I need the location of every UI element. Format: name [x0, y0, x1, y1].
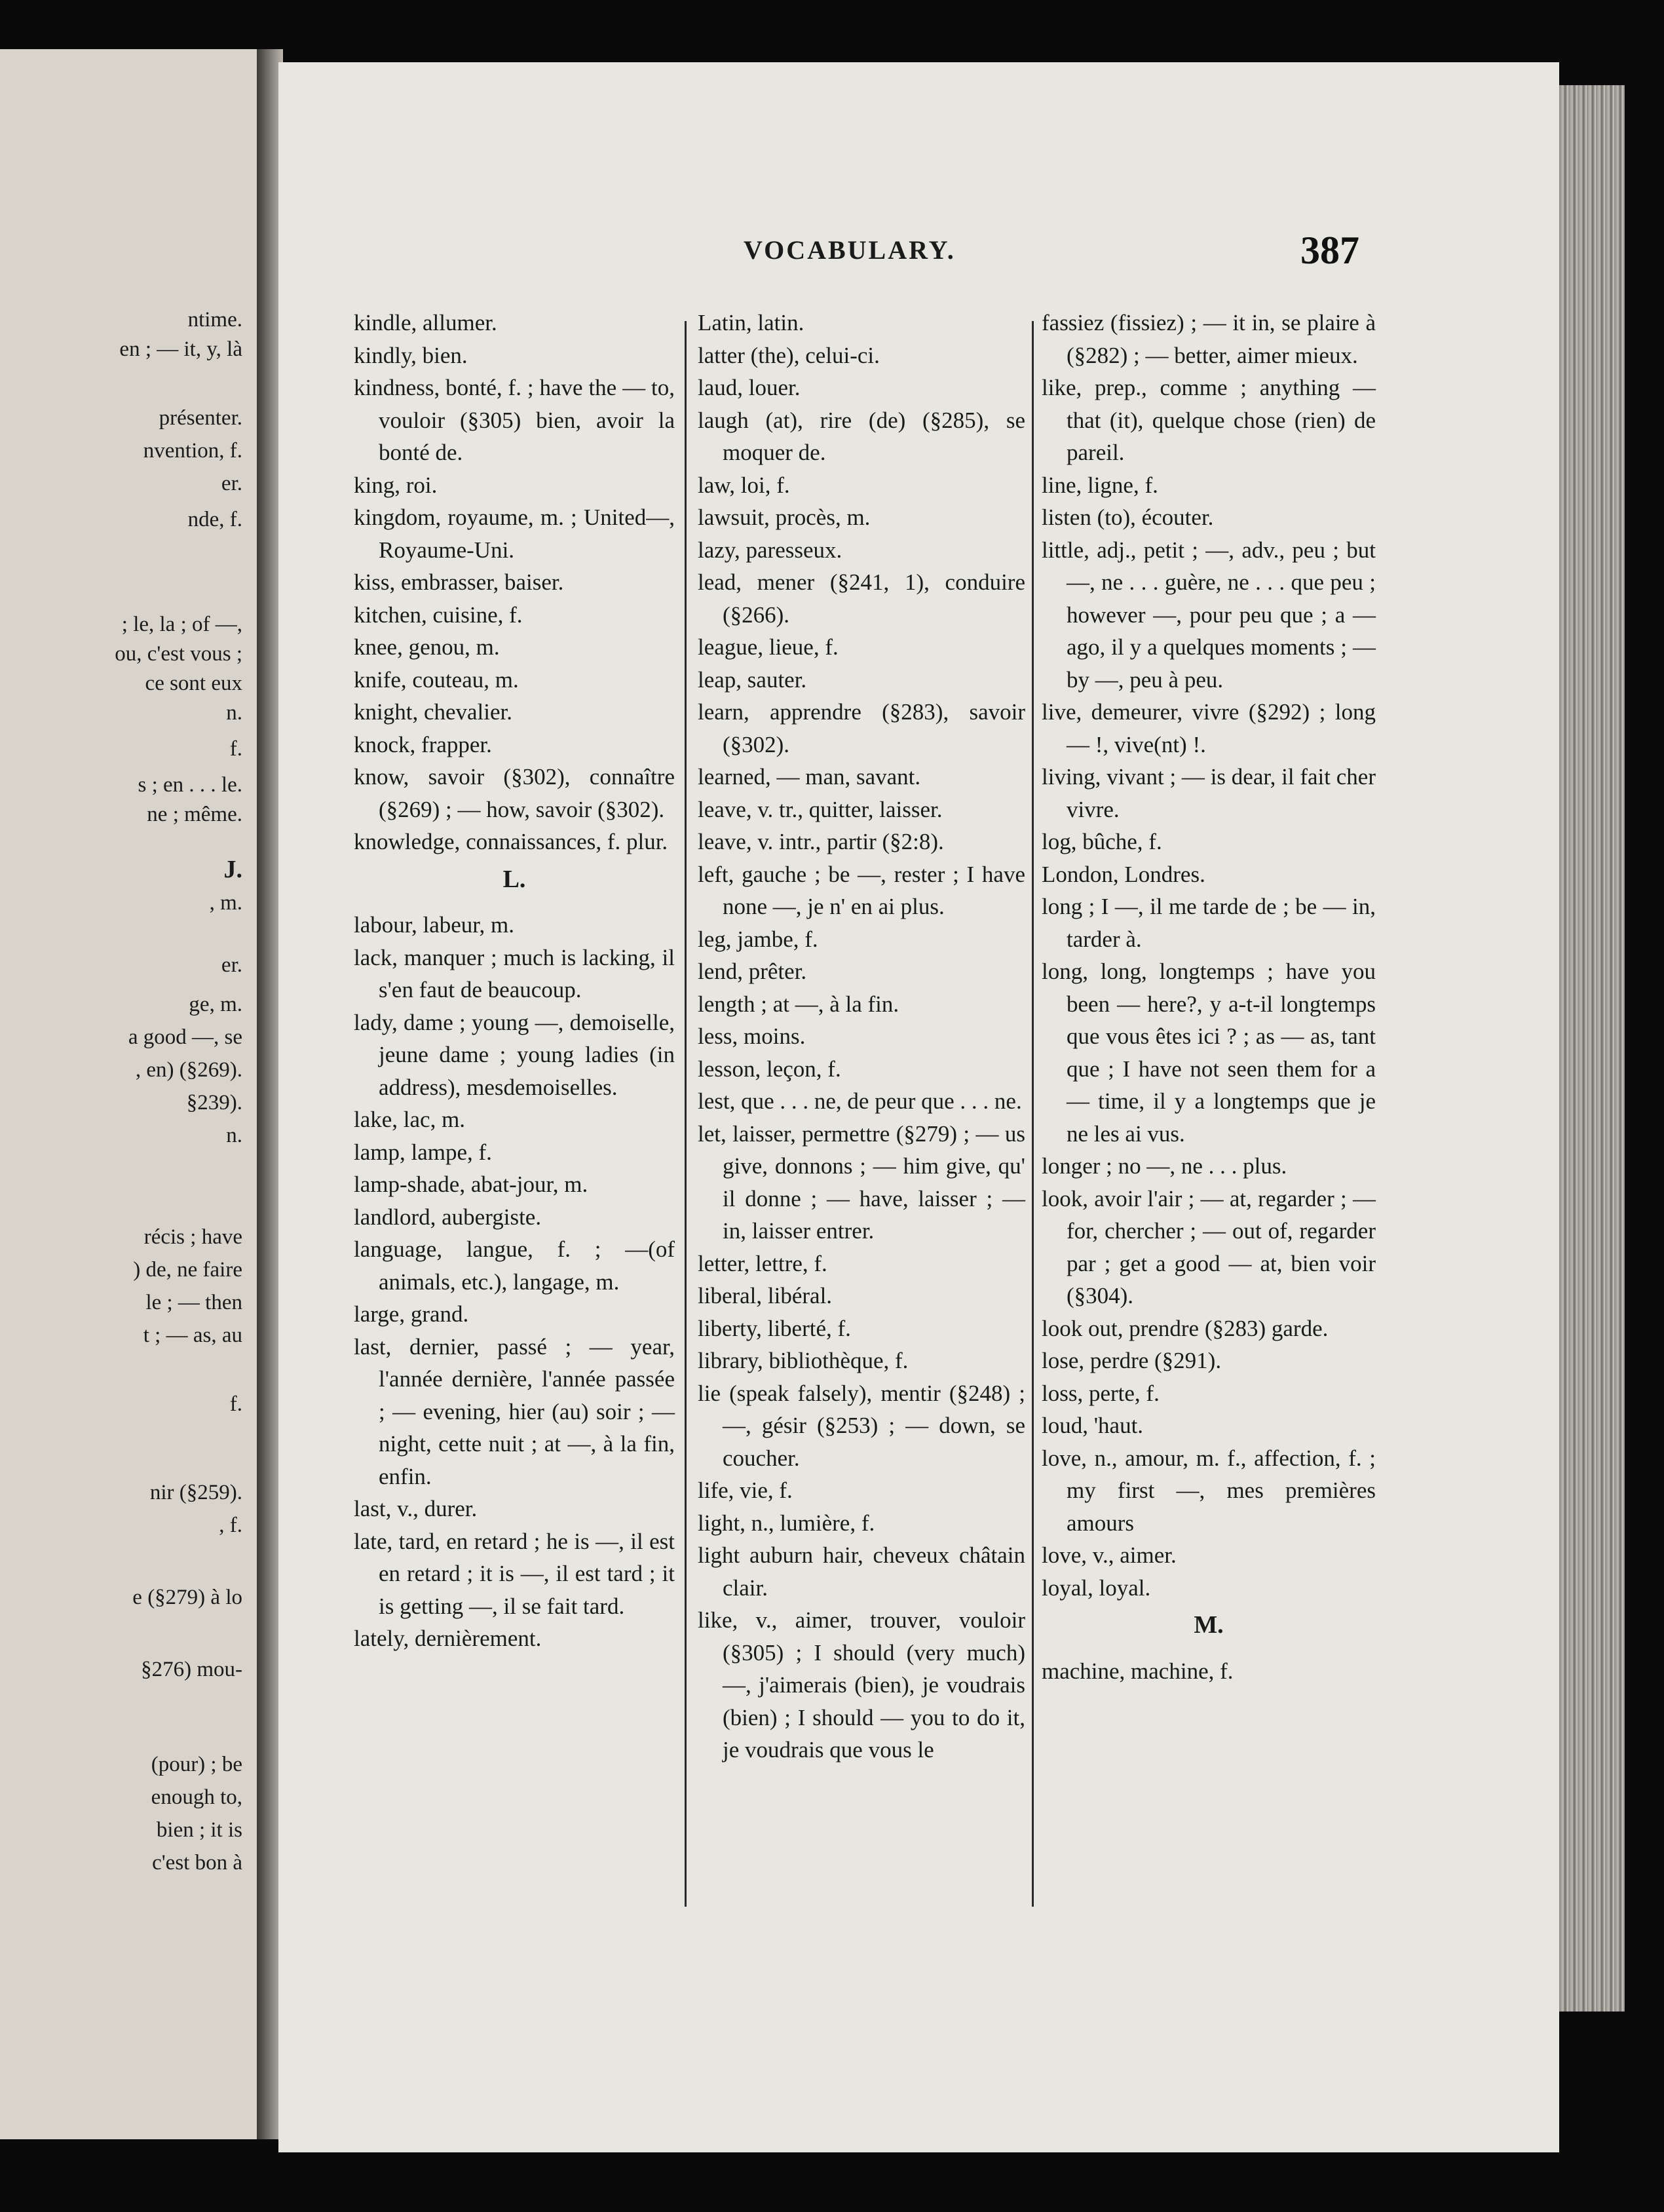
vocab-entry: lamp, lampe, f. [354, 1139, 492, 1165]
vocab-entry: liberty, liberté, f. [698, 1315, 851, 1341]
vocab-entry: league, lieue, f. [698, 634, 839, 660]
column-rule-left [685, 321, 687, 1907]
vocab-entry: kiss, embrasser, baiser. [354, 569, 564, 595]
vocab-entry: longer ; no —, ne . . . plus. [1042, 1153, 1287, 1179]
vocab-entry: lately, dernièrement. [354, 1626, 542, 1651]
vocab-entry: leap, sauter. [698, 666, 807, 693]
vocab-entry: kindly, bien. [354, 342, 468, 368]
vocab-entry: large, grand. [354, 1301, 469, 1327]
vocab-entry: leg, jambe, f. [698, 926, 818, 952]
left-page-line: bien ; it is [156, 1818, 242, 1842]
vocab-entry: machine, machine, f. [1042, 1658, 1234, 1684]
running-head: VOCABULARY. [744, 235, 956, 265]
column-2-entries [698, 307, 1025, 1766]
left-page-line: récis ; have [143, 1225, 242, 1249]
vocab-entry: left, gauche ; be —, rester ; I have none —, je n' en ai plus. [698, 861, 1025, 919]
left-page-line: c'est bon à [152, 1851, 242, 1875]
vocab-entry: lie (speak falsely), mentir (§248) ; —, gésir (§253) ; — down, se coucher. [698, 1380, 1025, 1471]
vocab-entry: lead, mener (§241, 1), conduire (§266). [698, 569, 1025, 628]
vocab-entry: lake, lac, m. [354, 1107, 466, 1132]
vocab-entry: life, vie, f. [698, 1478, 793, 1503]
left-page-line: e (§279) à lo [132, 1586, 242, 1609]
vocab-entry: liberal, libéral. [698, 1283, 833, 1308]
vocab-entry: length ; at —, à la fin. [698, 991, 899, 1017]
left-page-line: f. [229, 1392, 242, 1416]
vocab-entry: latter (the), celui-ci. [698, 342, 880, 368]
vocab-entry: lest, que . . . ne, de peur que . . . ne. [698, 1088, 1022, 1114]
vocab-entry: lose, perdre (§291). [1042, 1348, 1222, 1373]
left-page-line: ntime. [187, 308, 242, 332]
vocab-entry: language, langue, f. ; —(of animals, etc.), langage, m. [354, 1236, 675, 1295]
vocab-entry: love, v., aimer. [1042, 1542, 1177, 1568]
left-page-line: §276) mou- [141, 1658, 242, 1681]
vocab-entry: library, bibliothèque, f. [698, 1348, 909, 1373]
column-2 [698, 307, 1025, 1766]
vocab-entry: leave, v. tr., quitter, laisser. [698, 796, 943, 822]
vocab-entry: laugh (at), rire (de) (§285), se moquer de. [698, 407, 1025, 465]
left-page-line: le ; — then [145, 1291, 242, 1314]
vocab-entry: long ; I —, il me tarde de ; be — in, tarder à. [1042, 894, 1376, 952]
column-1 [354, 307, 675, 1655]
page-number: 387 [1300, 229, 1359, 272]
vocab-entry: London, Londres. [1042, 861, 1205, 887]
left-page-line: , f. [219, 1514, 242, 1537]
left-page-line: n. [226, 1124, 242, 1147]
vocab-entry: learned, — man, savant. [698, 764, 921, 790]
left-page-line: s ; en . . . le. [138, 773, 242, 797]
left-page-line: n. [226, 701, 242, 725]
left-page-line: ce sont eux [145, 672, 242, 695]
vocab-entry: last, v., durer. [354, 1496, 478, 1521]
column-3-entries-b [1042, 1655, 1376, 1688]
vocab-entry: like, v., aimer, trouver, vouloir (§305) ; I should (very much) —, j'aimerais (bien), je voudrais (bien) ; I should — you to do it, je voudrais que vous le [698, 1607, 1025, 1763]
left-page-line: nir (§259). [149, 1481, 242, 1504]
vocab-entry: log, bûche, f. [1042, 829, 1162, 854]
vocab-entry: loss, perte, f. [1042, 1380, 1160, 1406]
vocab-entry: look, avoir l'air ; — at, regarder ; — for, chercher ; — out of, regarder par ; get a good — at, bien voir (§304). [1042, 1185, 1376, 1308]
vocab-entry: listen (to), écouter. [1042, 505, 1214, 530]
vocab-entry: lazy, paresseux. [698, 537, 842, 563]
left-page-line: §239). [186, 1091, 242, 1115]
vocab-entry: knife, couteau, m. [354, 666, 519, 693]
vocab-entry: law, loi, f. [698, 472, 790, 498]
vocab-entry: know, savoir (§302), connaître (§269) ; — how, savoir (§302). [354, 764, 675, 822]
vocab-entry: loud, 'haut. [1042, 1413, 1144, 1438]
vocab-entry: light, n., lumière, f. [698, 1510, 875, 1536]
column-3 [1042, 307, 1376, 1687]
vocab-entry: living, vivant ; — is dear, il fait cher vivre. [1042, 764, 1376, 822]
vocab-entry: lend, prêter. [698, 959, 807, 984]
vocab-entry: laud, louer. [698, 375, 801, 400]
left-page-line: , en) (§269). [135, 1058, 242, 1082]
left-page-line: er. [221, 472, 242, 495]
vocab-entry: letter, lettre, f. [698, 1250, 827, 1276]
vocab-entry: kindle, allumer. [354, 310, 497, 335]
vocab-entry: live, demeurer, vivre (§292) ; long — !, vive(nt) !. [1042, 699, 1376, 757]
left-page-line: f. [229, 737, 242, 761]
section-letter-m: M. [1194, 1611, 1224, 1639]
vocab-entry: king, roi. [354, 472, 438, 498]
vocab-entry: knight, chevalier. [354, 699, 513, 725]
vocab-entry: learn, apprendre (§283), savoir (§302). [698, 699, 1025, 757]
left-page-line: présenter. [159, 406, 242, 430]
vocab-entry: kingdom, royaume, m. ; United—, Royaume-Uni. [354, 505, 675, 563]
vocab-entry: Latin, latin. [698, 310, 804, 335]
vocab-entry: last, dernier, passé ; — year, l'année dernière, l'année passée ; — evening, hier (au) soir ; — night, cette nuit ; at —, à la fin, enfin. [354, 1333, 675, 1489]
vocab-entry: love, n., amour, m. f., affection, f. ; my first —, mes premières amours [1042, 1445, 1376, 1536]
left-page-line: ge, m. [189, 993, 242, 1016]
left-page-line: , m. [209, 891, 242, 915]
vocab-entry: kindness, bonté, f. ; have the — to, vouloir (§305) bien, avoir la bonté de. [354, 375, 675, 465]
left-page-line: ne ; même. [147, 803, 242, 826]
left-page-line: (pour) ; be [151, 1753, 242, 1776]
vocab-entry: loyal, loyal. [1042, 1574, 1151, 1601]
vocab-entry: late, tard, en retard ; he is —, il est en retard ; it is —, il est tard ; it is getting —, il se fait tard. [354, 1528, 675, 1619]
vocab-entry: fassiez (fissiez) ; — it in, se plaire à (§282) ; — better, aimer mieux. [1042, 310, 1376, 368]
vocab-entry: landlord, aubergiste. [354, 1204, 542, 1230]
vocab-entry: let, laisser, permettre (§279) ; — us give, donnons ; — him give, qu' il donne ; — have, laisser ; — in, laisser entrer. [698, 1120, 1025, 1244]
left-page-line: ou, c'est vous ; [115, 642, 242, 666]
left-page-line: nvention, f. [143, 439, 242, 463]
vocab-entry: leave, v. intr., partir (§2:8). [698, 829, 944, 854]
column-3-entries-a [1042, 307, 1376, 1604]
left-page-line: a good —, se [128, 1025, 242, 1049]
vocab-entry: kitchen, cuisine, f. [354, 601, 523, 628]
vocab-entry: long, long, longtemps ; have you been — here?, y a-t-il longtemps que vous êtes ici ? ; as — as, tant que ; I have not seen them for a — time, il y a longtemps que je ne les ai vus. [1042, 959, 1376, 1147]
left-page-line: t ; — as, au [143, 1324, 242, 1347]
vocab-entry: knock, frapper. [354, 731, 492, 757]
left-page-line: nde, f. [187, 508, 242, 531]
vocab-entry: lack, manquer ; much is lacking, il s'en faut de beaucoup. [354, 944, 675, 1002]
vocab-entry: labour, labeur, m. [354, 912, 515, 938]
vocab-entry: lady, dame ; young —, demoiselle, jeune dame ; young ladies (in address), mesdemoiselles. [354, 1009, 675, 1100]
column-1-entries-b [354, 909, 675, 1655]
vocab-entry: lamp-shade, abat-jour, m. [354, 1172, 588, 1197]
vocab-entry: light auburn hair, cheveux châtain clair. [698, 1542, 1025, 1601]
vocab-entry: knee, genou, m. [354, 634, 500, 660]
column-1-entries-a [354, 307, 675, 858]
section-letter-l: L. [502, 865, 526, 893]
vocab-entry: knowledge, connaissances, f. plur. [354, 829, 668, 854]
left-page-fragment [0, 49, 261, 2139]
page-edges [1559, 85, 1625, 2012]
vocab-entry: lesson, leçon, f. [698, 1056, 841, 1082]
vocab-entry: lawsuit, procès, m. [698, 505, 871, 530]
left-page-line: J. [223, 856, 242, 883]
left-page-line: ) de, ne faire [133, 1258, 242, 1282]
left-page-line: en ; — it, y, là [119, 337, 242, 361]
vocab-entry: like, prep., comme ; anything — that (it), quelque chose (rien) de pareil. [1042, 375, 1376, 465]
left-page-line: enough to, [151, 1785, 242, 1809]
left-page-line: er. [221, 953, 242, 977]
vocab-entry: look out, prendre (§283) garde. [1042, 1315, 1329, 1341]
column-rule-right [1032, 321, 1034, 1907]
vocab-entry: little, adj., petit ; —, adv., peu ; but —, ne . . . guère, ne . . . que peu ; however —, pour peu que ; a — ago, il y a quelques moments ; — by —, peu à peu. [1042, 537, 1376, 693]
left-page-line: ; le, la ; of —, [121, 613, 242, 636]
vocab-entry: line, ligne, f. [1042, 472, 1158, 498]
vocab-entry: less, moins. [698, 1023, 806, 1049]
